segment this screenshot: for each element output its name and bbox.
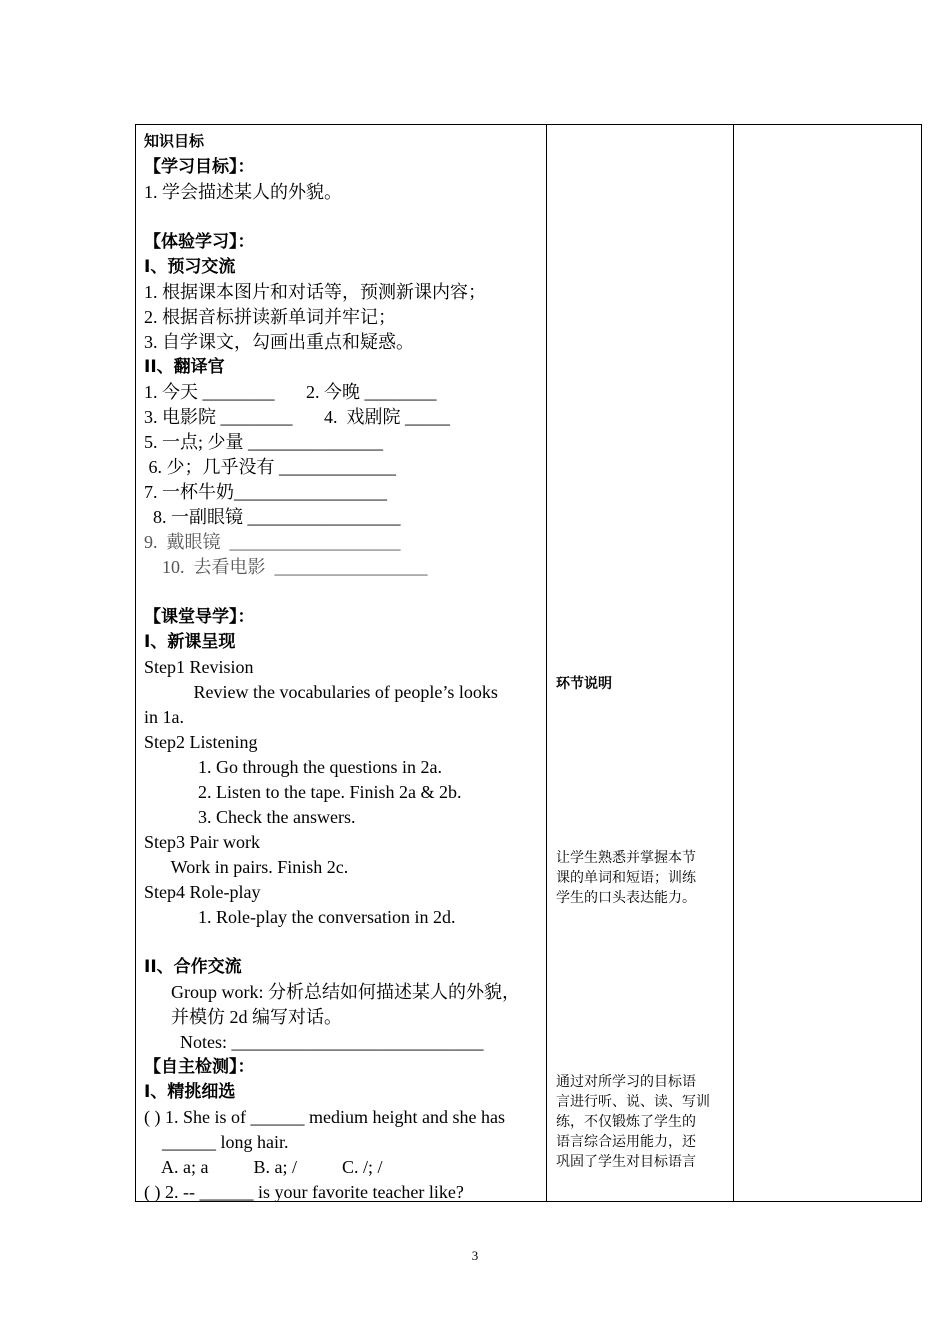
content-line: 2. 根据音标拼读新单词并牢记； xyxy=(144,307,396,327)
section-heading: 【学习目标】： xyxy=(144,157,255,177)
column-divider-1 xyxy=(546,125,547,1201)
content-line: Step2 Listening xyxy=(144,732,258,752)
section-heading: I、预习交流 xyxy=(144,257,236,277)
content-line: A. a; a B. a; / C. /; / xyxy=(144,1157,383,1177)
column-header: 知识目标 xyxy=(144,132,205,150)
note-line: 练，不仅锻炼了学生的 xyxy=(556,1114,696,1130)
section-note-header xyxy=(556,673,731,693)
content-line: 1. Go through the questions in 2a. xyxy=(144,757,442,777)
content-line: 9. 戴眼镜 ___________________ xyxy=(144,532,401,552)
content-line: 并模仿 2d 编写对话。 xyxy=(144,1007,342,1027)
content-line xyxy=(144,580,544,605)
content-line xyxy=(144,205,544,230)
section-heading: 【体验学习】： xyxy=(144,232,255,252)
section-heading: II、合作交流 xyxy=(144,957,242,977)
note-line: 让学生熟悉并掌握本节 xyxy=(556,850,696,866)
content-line: 2. Listen to the tape. Finish 2a & 2b. xyxy=(144,782,462,802)
note-line: 学生的口头表达能力。 xyxy=(556,890,696,906)
lesson-table xyxy=(135,124,922,1202)
section-note-1 xyxy=(556,847,731,907)
note-line: 课的单词和短语；训练 xyxy=(556,870,696,886)
content-line: Step3 Pair work xyxy=(144,832,260,852)
content-line: 1. 根据课本图片和对话等，预测新课内容； xyxy=(144,282,486,302)
content-line: 6. 少；几乎没有 _____________ xyxy=(144,457,396,477)
content-line: 3. 电影院 ________ 4. 戏剧院 _____ xyxy=(144,407,450,427)
content-line: Review the vocabularies of people’s looks xyxy=(144,682,498,702)
note-line: 语言综合运用能力，还 xyxy=(556,1134,696,1150)
section-note-2 xyxy=(556,1071,731,1171)
content-line: 7. 一杯牛奶_________________ xyxy=(144,482,387,502)
section-heading: I、新课呈现 xyxy=(144,632,236,652)
note-line: 言进行听、说、读、写训 xyxy=(556,1094,710,1110)
content-line: 1. Role-play the conversation in 2d. xyxy=(144,907,456,927)
content-line xyxy=(144,930,544,955)
content-line: ( ) 2. -- ______ is your favorite teacher like? xyxy=(144,1182,464,1202)
content-line: Step4 Role-play xyxy=(144,882,261,902)
content-line: ( ) 1. She is of ______ medium height and she has xyxy=(144,1107,505,1127)
content-line: 5. 一点; 少量 _______________ xyxy=(144,432,384,452)
note-line: 巩固了学生对目标语言 xyxy=(556,1154,696,1170)
column-divider-2 xyxy=(733,125,734,1201)
content-line: in 1a. xyxy=(144,707,184,727)
content-line: ______ long hair. xyxy=(144,1132,289,1152)
section-heading: 【课堂导学】： xyxy=(144,607,255,627)
content-line: 3. Check the answers. xyxy=(144,807,356,827)
notes-header: 环节说明 xyxy=(556,676,612,692)
content-line: 1. 学会描述某人的外貌。 xyxy=(144,182,342,202)
section-heading: I、精挑细选 xyxy=(144,1082,236,1102)
page-number: 3 xyxy=(471,1248,479,1263)
content-line: Notes: ____________________________ xyxy=(144,1032,484,1052)
section-heading: II、翻译官 xyxy=(144,357,225,377)
content-line: 8. 一副眼镜 _________________ xyxy=(144,507,401,527)
note-line: 通过对所学习的目标语 xyxy=(556,1074,696,1090)
content-line: 3. 自学课文，勾画出重点和疑惑。 xyxy=(144,332,414,352)
content-line: 1. 今天 ________ 2. 今晚 ________ xyxy=(144,382,437,402)
content-line: 10. 去看电影 _________________ xyxy=(144,557,428,577)
content-column xyxy=(144,125,544,1205)
content-line: Step1 Revision xyxy=(144,657,254,677)
content-line: Work in pairs. Finish 2c. xyxy=(144,857,349,877)
content-line: Group work: 分析总结如何描述某人的外貌， xyxy=(144,982,520,1002)
section-heading: 【自主检测】： xyxy=(144,1057,255,1077)
